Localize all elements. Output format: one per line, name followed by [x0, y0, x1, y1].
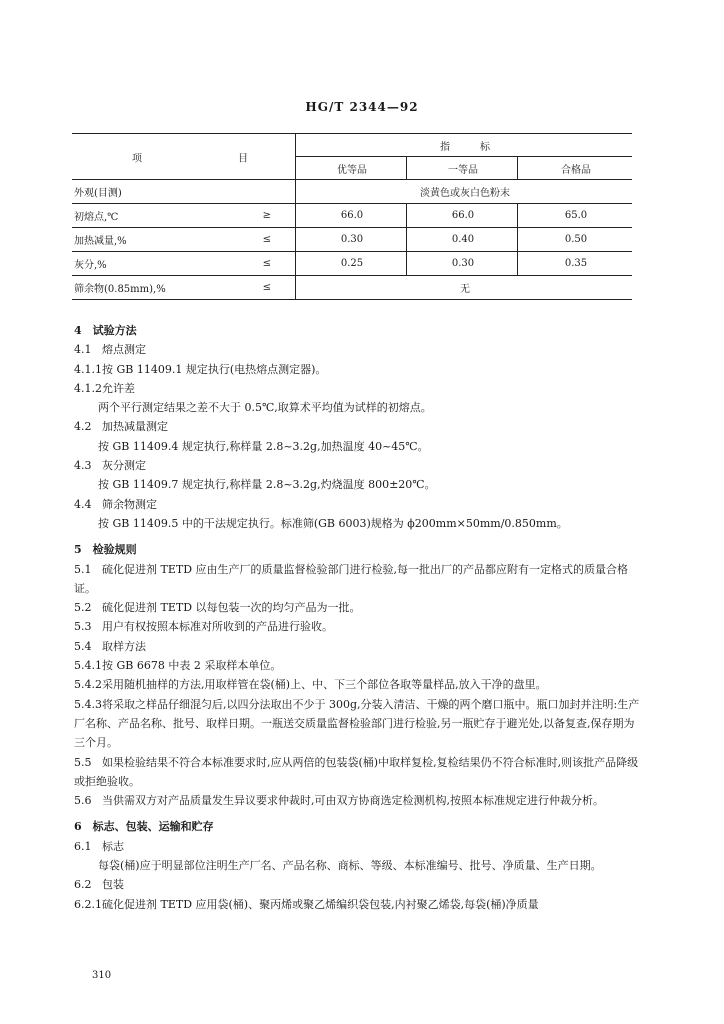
row-name: 加热减量,% — [72, 228, 224, 252]
clause-number: 5.5 — [74, 755, 92, 769]
grade-header: 优等品 — [296, 157, 407, 180]
clause-number: 5.4 — [74, 639, 92, 653]
row-value: 65.0 — [518, 204, 633, 228]
indicator-header: 指 标 — [296, 134, 633, 157]
section-heading: 6 标志、包装、运输和贮存 — [74, 820, 214, 834]
clause-text: 按 GB 11409.1 规定执行(电热熔点测定器)。 — [102, 362, 327, 376]
row-name: 灰分,% — [72, 252, 224, 276]
row-value: 0.25 — [296, 252, 407, 276]
clause-number: 4.1.1 — [74, 362, 102, 376]
clause-number: 5.3 — [74, 620, 92, 634]
numbered-clause — [74, 656, 642, 675]
clause-text: 取样方法 — [102, 639, 146, 653]
row-symbol: ≤ — [224, 228, 296, 252]
clause-number: 5.4.2 — [74, 678, 102, 692]
body-paragraph: 按 GB 11409.7 规定执行,称样量 2.8~3.2g,灼烧温度 800±20℃。 — [98, 478, 436, 492]
clause-number: 6.2 — [74, 878, 92, 892]
numbered-clause — [74, 598, 642, 617]
numbered-clause — [74, 617, 642, 636]
numbered-clause — [74, 456, 642, 475]
numbered-clause — [74, 379, 642, 398]
item-header-char-1: 项 — [132, 153, 142, 164]
clause-text: 灰分测定 — [102, 459, 146, 473]
numbered-clause — [74, 875, 642, 894]
item-header-char-2: 目 — [238, 153, 248, 164]
table-row — [72, 228, 632, 252]
clause-text: 采用随机抽样的方法,用取样管在袋(桶)上、中、下三个部位各取等量样品,放入干净的盘里。 — [102, 678, 547, 692]
clause-number: 5.4.1 — [74, 659, 102, 673]
page-number: 310 — [92, 970, 112, 981]
clause-number: 5.4.3 — [74, 697, 102, 711]
table-row — [72, 204, 632, 228]
row-symbol: ≤ — [224, 276, 296, 300]
numbered-clause — [74, 637, 642, 656]
numbered-clause — [74, 675, 642, 694]
section-heading: 4 试验方法 — [74, 324, 137, 337]
row-symbol: ≥ — [224, 204, 296, 228]
body-paragraph: 每袋(桶)应于明显部位注明生产厂名、产品名称、商标、等级、本标准编号、批号、净质量、生产日期。 — [98, 859, 602, 873]
clause-text: 如果检验结果不符合本标准要求时,应从两倍的包装袋(桶)中取样复检,复检结果仍不符合标准时,则该批产品降级或拒绝验收。 — [74, 755, 639, 788]
table-row — [72, 276, 632, 300]
row-value: 0.40 — [407, 228, 518, 252]
clause-number: 4.3 — [74, 459, 92, 473]
clause-text: 硫化促进剂 TETD 应由生产厂的质量监督检验部门进行检验,每一批出厂的产品都应附有一定格式的质量合格证。 — [74, 562, 629, 595]
row-symbol: ≤ — [224, 252, 296, 276]
item-header-cell — [72, 134, 296, 180]
clause-number: 5.1 — [74, 562, 92, 576]
clause-number: 6.1 — [74, 839, 92, 853]
body-paragraph: 两个平行测定结果之差不大于 0.5℃,取算术平均值为试样的初熔点。 — [98, 401, 432, 415]
clause-number: 5.6 — [74, 794, 92, 808]
grade-header: 一等品 — [407, 157, 518, 180]
clause-text: 加热减量测定 — [102, 420, 168, 434]
section-heading: 5 检验规则 — [74, 543, 137, 557]
numbered-clause — [74, 495, 642, 514]
clause-number: 4.1 — [74, 343, 92, 357]
row-value: 0.30 — [407, 252, 518, 276]
clause-text: 用户有权按照本标准对所收到的产品进行验收。 — [102, 620, 333, 634]
row-value-merged: 无 — [296, 276, 633, 300]
clause-number: 5.2 — [74, 601, 92, 615]
numbered-clause — [74, 895, 642, 914]
clause-text: 当供需双方对产品质量发生异议要求仲裁时,可由双方协商选定检测机构,按照本标准规定进行仲裁分析。 — [102, 794, 604, 808]
numbered-clause — [74, 417, 642, 436]
row-value: 66.0 — [407, 204, 518, 228]
row-value: 0.35 — [518, 252, 633, 276]
body-text — [74, 314, 642, 914]
grade-header: 合格品 — [518, 157, 633, 180]
table-row — [72, 180, 632, 204]
numbered-clause — [74, 695, 642, 753]
standard-code-header: HG/T 2344—92 — [305, 100, 419, 114]
clause-number: 4.1.2 — [74, 381, 102, 395]
row-name: 外观(目测) — [72, 180, 296, 204]
numbered-clause — [74, 340, 642, 359]
clause-number: 6.2.1 — [74, 897, 102, 911]
body-paragraph: 按 GB 11409.5 中的干法规定执行。标准筛(GB 6003)规格为 ϕ200mm×50mm/0.850mm。 — [98, 516, 568, 530]
row-value: 0.50 — [518, 228, 633, 252]
numbered-clause — [74, 560, 642, 599]
clause-text: 硫化促进剂 TETD 应用袋(桶)、聚丙烯或聚乙烯编织袋包装,内衬聚乙烯袋,每袋(桶)净质量 — [102, 897, 539, 911]
row-value: 0.30 — [296, 228, 407, 252]
clause-text: 熔点测定 — [102, 343, 146, 357]
clause-text: 包装 — [102, 878, 124, 892]
clause-text: 硫化促进剂 TETD 以每包装一次的均匀产品为一批。 — [102, 601, 361, 615]
clause-number: 4.2 — [74, 420, 92, 434]
numbered-clause — [74, 360, 642, 379]
numbered-clause — [74, 837, 642, 856]
clause-text: 筛余物测定 — [102, 497, 157, 511]
clause-text: 按 GB 6678 中表 2 采取样本单位。 — [102, 659, 282, 673]
clause-text: 将采取之样品仔细混匀后,以四分法取出不少于 300g,分装入清洁、干燥的两个磨口瓶中。瓶口加封并注明:生产厂名称、产品名称、批号、取样日期。一瓶送交质量监督检验部门进行检验,另一瓶贮存于避光处,以备复查,保存期为三个月。 — [74, 697, 640, 750]
row-name: 初熔点,℃ — [72, 204, 224, 228]
table-row — [72, 252, 632, 276]
clause-text: 标志 — [102, 839, 124, 853]
body-paragraph: 按 GB 11409.4 规定执行,称样量 2.8~3.2g,加热温度 40~45℃。 — [98, 439, 429, 453]
numbered-clause — [74, 753, 642, 792]
row-value-merged: 淡黄色或灰白色粉末 — [296, 180, 633, 204]
numbered-clause — [74, 791, 642, 810]
clause-number: 4.4 — [74, 497, 92, 511]
row-name: 筛余物(0.85mm),% — [72, 276, 224, 300]
row-value: 66.0 — [296, 204, 407, 228]
clause-text: 允许差 — [102, 381, 135, 395]
specification-table — [72, 133, 632, 300]
